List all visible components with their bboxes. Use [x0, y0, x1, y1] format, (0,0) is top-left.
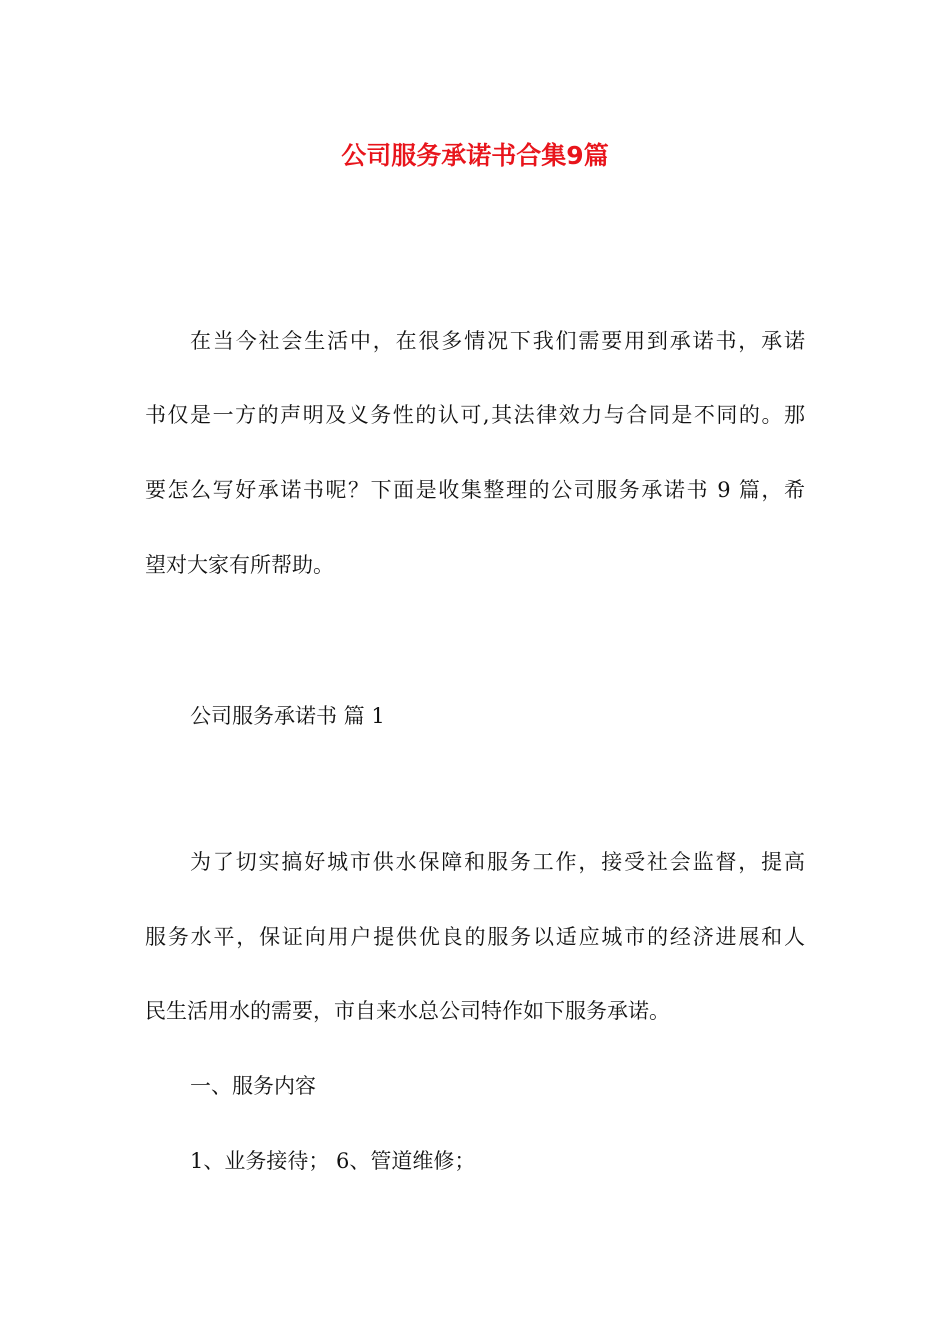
- paragraph-line: 书仅是一方的声明及义务性的认可,其法律效力与合同是不同的。那: [145, 403, 805, 427]
- subheading: 一、服务内容: [190, 1074, 316, 1098]
- section-heading: 公司服务承诺书 篇 1: [190, 704, 385, 728]
- document-title: 公司服务承诺书合集9篇: [341, 141, 609, 170]
- paragraph-line: 要怎么写好承诺书呢？下面是收集整理的公司服务承诺书 9 篇，希: [145, 478, 805, 502]
- list-item: 1、业务接待； 6、管道维修；: [190, 1149, 476, 1173]
- paragraph-line: 望对大家有所帮助。: [145, 553, 334, 577]
- paragraph-line: 在当今社会生活中，在很多情况下我们需要用到承诺书，承诺: [190, 329, 805, 353]
- paragraph-line: 为了切实搞好城市供水保障和服务工作，接受社会监督，提高: [190, 850, 805, 874]
- paragraph-line: 民生活用水的需要，市自来水总公司特作如下服务承诺。: [145, 999, 670, 1023]
- paragraph-line: 服务水平，保证向用户提供优良的服务以适应城市的经济进展和人: [145, 925, 805, 949]
